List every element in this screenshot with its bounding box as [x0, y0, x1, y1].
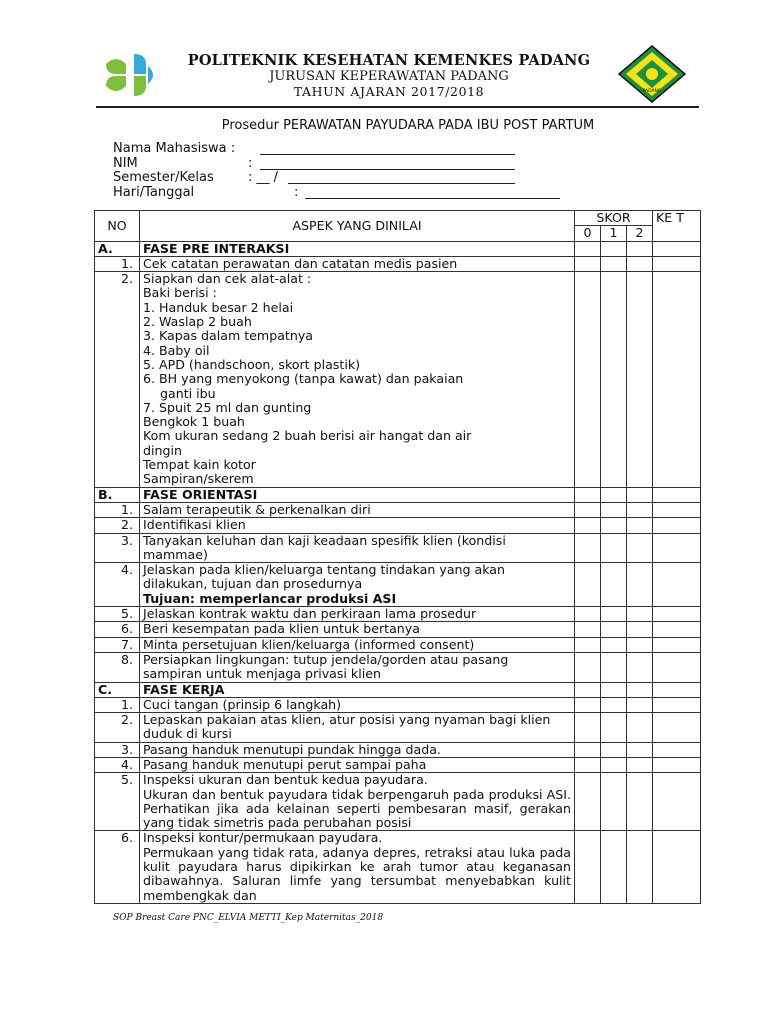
row-text	[140, 831, 575, 903]
nim-colon: :	[248, 155, 253, 171]
table-row	[95, 533, 701, 563]
ket-cell[interactable]	[653, 757, 701, 772]
score-cell[interactable]	[627, 487, 653, 502]
score-2-header: 2	[627, 226, 653, 241]
row-text: Lepaskan pakaian atas klien, atur posisi yang nyaman bagi klien duduk di kursi	[140, 713, 575, 743]
row-no: 2.	[95, 272, 140, 487]
score-cell[interactable]	[601, 713, 627, 743]
section-c-no: C.	[95, 682, 140, 697]
score-cell[interactable]	[575, 241, 601, 256]
score-cell[interactable]	[627, 831, 653, 903]
col-ket-header: KE T	[653, 211, 701, 242]
score-cell[interactable]	[575, 563, 601, 607]
kemenkes-logo-icon	[100, 50, 160, 100]
assessment-table	[94, 210, 701, 904]
section-row-a	[95, 241, 701, 256]
score-cell[interactable]	[601, 502, 627, 517]
row-no: 5.	[95, 607, 140, 622]
poltekkes-emblem-icon	[617, 44, 687, 104]
score-cell[interactable]	[627, 518, 653, 533]
table-row	[95, 622, 701, 637]
row-text: Cuci tangan (prinsip 6 langkah)	[140, 697, 575, 712]
score-cell[interactable]	[575, 652, 601, 682]
ket-cell[interactable]	[653, 622, 701, 637]
score-cell[interactable]	[627, 563, 653, 607]
date-field[interactable]	[305, 186, 560, 199]
score-cell[interactable]	[575, 622, 601, 637]
score-cell[interactable]	[575, 773, 601, 831]
score-cell[interactable]	[575, 533, 601, 563]
ket-cell[interactable]	[653, 773, 701, 831]
score-cell[interactable]	[601, 831, 627, 903]
row-text: Cek catatan perawatan dan catatan medis pasien	[140, 256, 575, 271]
ket-cell[interactable]	[653, 533, 701, 563]
row-text-goal: Tujuan: memperlancar produksi ASI	[143, 590, 397, 606]
page-footer: SOP Breast Care PNC_ELVIA METTI_Kep Maternitas_2018	[113, 913, 384, 923]
score-cell[interactable]	[575, 831, 601, 903]
score-cell[interactable]	[601, 773, 627, 831]
score-cell[interactable]	[601, 487, 627, 502]
ket-cell[interactable]	[653, 652, 701, 682]
line: 3. Kapas dalam tempatnya	[143, 328, 314, 344]
table-header-row	[95, 211, 701, 226]
academic-year: TAHUN AJARAN 2017/2018	[293, 84, 485, 99]
section-b-no: B.	[95, 487, 140, 502]
row-no: 1.	[95, 697, 140, 712]
score-cell[interactable]	[575, 697, 601, 712]
row-no: 6.	[95, 831, 140, 903]
score-cell[interactable]	[627, 241, 653, 256]
row-text-main: Jelaskan pada klien/keluarga tentang tindakan yang akan dilakukan, tujuan dan prosedurnya	[143, 562, 506, 592]
score-cell[interactable]	[575, 272, 601, 487]
score-cell[interactable]	[601, 241, 627, 256]
row-no: 8.	[95, 652, 140, 682]
row-text: Persiapkan lingkungan: tutup jendela/gorden atau pasang sampiran untuk menjaga privasi klien	[140, 652, 575, 682]
line: Sampiran/skerem	[143, 471, 254, 487]
table-row	[95, 652, 701, 682]
ket-cell[interactable]	[653, 518, 701, 533]
line: Siapkan dan cek alat-alat :	[143, 271, 312, 287]
nim-label: NIM	[113, 155, 138, 171]
ket-cell[interactable]	[653, 502, 701, 517]
score-cell[interactable]	[601, 742, 627, 757]
class-field[interactable]	[288, 171, 515, 184]
score-cell[interactable]	[627, 697, 653, 712]
table-row	[95, 563, 701, 607]
document-title: Prosedur PERAWATAN PAYUDARA PADA IBU POST PARTUM	[221, 118, 595, 133]
row-no: 4.	[95, 757, 140, 772]
department-name: JURUSAN KEPERAWATAN PADANG	[269, 69, 509, 84]
score-cell[interactable]	[575, 607, 601, 622]
name-label: Nama Mahasiswa :	[113, 141, 236, 156]
score-cell[interactable]	[601, 272, 627, 487]
score-cell[interactable]	[601, 622, 627, 637]
ket-cell[interactable]	[653, 272, 701, 487]
score-cell[interactable]	[627, 713, 653, 743]
score-cell[interactable]	[575, 742, 601, 757]
table-row	[95, 607, 701, 622]
score-cell[interactable]	[627, 773, 653, 831]
line: Bengkok 1 buah	[143, 414, 245, 430]
score-cell[interactable]	[575, 256, 601, 271]
table-row	[95, 742, 701, 757]
score-cell[interactable]	[575, 637, 601, 652]
row-no: 5.	[95, 773, 140, 831]
score-cell[interactable]	[575, 757, 601, 772]
row-text-main: Inspeksi kontur/permukaan payudara.	[143, 830, 383, 846]
score-cell[interactable]	[627, 742, 653, 757]
score-cell[interactable]	[601, 682, 627, 697]
score-cell[interactable]	[627, 502, 653, 517]
row-text: Tanyakan keluhan dan kaji keadaan spesifik klien (kondisi mammae)	[140, 533, 575, 563]
row-text	[140, 272, 575, 487]
row-no: 7.	[95, 637, 140, 652]
ket-cell[interactable]	[653, 241, 701, 256]
ket-cell[interactable]	[653, 563, 701, 607]
line: 7. Spuit 25 ml dan gunting	[143, 399, 312, 415]
table-row	[95, 637, 701, 652]
ket-cell[interactable]	[653, 682, 701, 697]
score-cell[interactable]	[627, 682, 653, 697]
semester-label: Semester/Kelas	[113, 170, 214, 186]
score-0-header: 0	[575, 226, 601, 241]
line: ganti ibu	[160, 385, 216, 401]
line: 5. APD (handschoon, skort plastik)	[143, 356, 361, 372]
score-cell[interactable]	[627, 256, 653, 271]
institution-name: POLITEKNIK KESEHATAN KEMENKES PADANG	[187, 52, 591, 69]
table-row	[95, 831, 701, 903]
row-no: 2.	[95, 713, 140, 743]
row-no: 2.	[95, 518, 140, 533]
table-row	[95, 697, 701, 712]
section-row-c	[95, 682, 701, 697]
ket-cell[interactable]	[653, 607, 701, 622]
row-no: 3.	[95, 533, 140, 563]
nim-field[interactable]	[260, 157, 515, 170]
table-row	[95, 713, 701, 743]
score-cell[interactable]	[601, 518, 627, 533]
score-cell[interactable]	[601, 652, 627, 682]
semester-separator: : __ /	[248, 170, 279, 186]
score-cell[interactable]	[575, 518, 601, 533]
letterhead	[0, 0, 768, 120]
score-cell[interactable]	[575, 487, 601, 502]
score-cell[interactable]	[575, 713, 601, 743]
table-row	[95, 272, 701, 487]
row-text-detail: Ukuran dan bentuk payudara tidak berpengaruh pada produksi ASI. Perhatikan jika ada kelainan seperti pembesaran masif, gerakan yang tidak simetris pada perubahan posisi	[143, 786, 571, 831]
col-aspect-header: ASPEK YANG DINILAI	[140, 211, 575, 242]
row-text-detail: Permukaan yang tidak rata, adanya depres, retraksi atau luka pada kulit payudara harus dipikirkan ke arah tumor atau keganasan dibawahnya. Saluran limfe yang tersumbat menyebabkan kulit membengkak dan	[143, 844, 571, 903]
letterhead-text	[160, 52, 618, 99]
score-cell[interactable]	[627, 533, 653, 563]
line: 2. Waslap 2 buah	[143, 314, 252, 330]
row-text: Beri kesempatan pada klien untuk bertanya	[140, 622, 575, 637]
section-c-title: FASE KERJA	[140, 682, 575, 697]
col-no-header: NO	[95, 211, 140, 242]
row-no: 1.	[95, 502, 140, 517]
section-row-b	[95, 487, 701, 502]
date-label: Hari/Tanggal	[113, 184, 195, 200]
table-row	[95, 518, 701, 533]
ket-cell[interactable]	[653, 256, 701, 271]
name-field[interactable]	[260, 142, 515, 155]
header-divider	[96, 106, 699, 108]
row-text: Minta persetujuan klien/keluarga (informed consent)	[140, 637, 575, 652]
ket-cell[interactable]	[653, 742, 701, 757]
score-1-header: 1	[601, 226, 627, 241]
row-text: Pasang handuk menutupi pundak hingga dada.	[140, 742, 575, 757]
col-score-header: SKOR	[575, 211, 653, 226]
score-cell[interactable]	[627, 757, 653, 772]
ket-cell[interactable]	[653, 697, 701, 712]
score-cell[interactable]	[601, 607, 627, 622]
line: Tempat kain kotor	[143, 457, 256, 473]
row-text: Jelaskan kontrak waktu dan perkiraan lama prosedur	[140, 607, 575, 622]
row-text	[140, 563, 575, 607]
line: Kom ukuran sedang 2 buah berisi air hangat dan air	[143, 428, 472, 444]
row-no: 4.	[95, 563, 140, 607]
score-cell[interactable]	[627, 637, 653, 652]
score-cell[interactable]	[601, 637, 627, 652]
score-cell[interactable]	[601, 256, 627, 271]
table-row	[95, 256, 701, 271]
line: dingin	[143, 442, 182, 458]
ket-cell[interactable]	[653, 487, 701, 502]
section-b-title: FASE ORIENTASI	[140, 487, 575, 502]
score-cell[interactable]	[575, 502, 601, 517]
score-cell[interactable]	[627, 622, 653, 637]
score-cell[interactable]	[627, 607, 653, 622]
emblem-label: PADANG	[642, 89, 662, 94]
row-no: 3.	[95, 742, 140, 757]
row-text	[140, 773, 575, 831]
row-text: Identifikasi klien	[140, 518, 575, 533]
line: 4. Baby oil	[143, 342, 210, 358]
line: 6. BH yang menyokong (tanpa kawat) dan pakaian	[143, 371, 464, 387]
ket-cell[interactable]	[653, 713, 701, 743]
score-cell[interactable]	[601, 757, 627, 772]
table-row	[95, 773, 701, 831]
row-text: Salam terapeutik & perkenalkan diri	[140, 502, 575, 517]
score-cell[interactable]	[575, 682, 601, 697]
row-text-main: Inspeksi ukuran dan bentuk kedua payudara.	[143, 772, 428, 788]
score-cell[interactable]	[601, 697, 627, 712]
score-cell[interactable]	[601, 533, 627, 563]
ket-cell[interactable]	[653, 831, 701, 903]
date-colon: :	[294, 184, 299, 200]
score-cell[interactable]	[627, 652, 653, 682]
score-cell[interactable]	[601, 563, 627, 607]
row-text: Pasang handuk menutupi perut sampai paha	[140, 757, 575, 772]
section-a-title: FASE PRE INTERAKSI	[140, 241, 575, 256]
table-row	[95, 757, 701, 772]
section-a-no: A.	[95, 241, 140, 256]
row-no: 1.	[95, 256, 140, 271]
line: Baki berisi :	[143, 285, 217, 301]
ket-cell[interactable]	[653, 637, 701, 652]
score-cell[interactable]	[627, 272, 653, 487]
row-no: 6.	[95, 622, 140, 637]
line: 1. Handuk besar 2 helai	[143, 299, 294, 315]
table-row	[95, 502, 701, 517]
